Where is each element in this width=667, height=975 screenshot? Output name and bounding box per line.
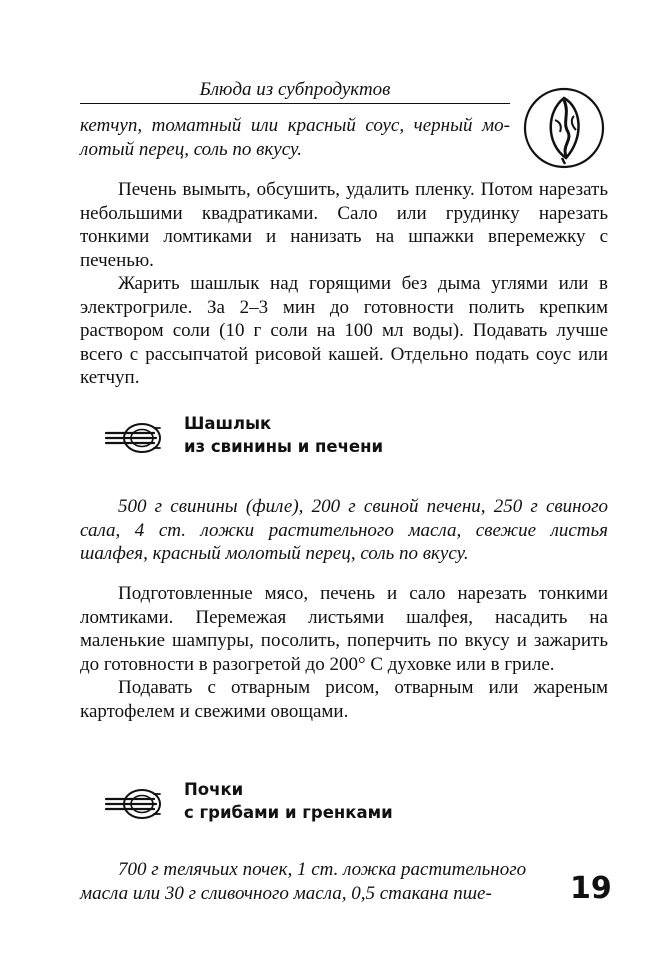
running-header: Блюда из субпродуктов [199,79,391,100]
ingredients-line: 700 г телячьих почек, 1 ст. ложка растительного [118,859,527,880]
recipe-title-line: Почки [184,780,244,799]
ingredients-line: масла или 30 г сливочного масла, 0,5 стакана пше- [80,882,492,904]
recipe-ingredients [80,858,550,905]
recipe-title [184,412,383,458]
paragraph: Подготовленные мясо, печень и сало нарезать тонкими ломтиками. Перемежая листьями шалфея, насадить на маленькие шампуры, посолить, поперчить по вкусу и зажарить до готовности в разогретой до 200° С духовке или в гриле. [80,583,608,675]
recipe-title-line: из свинины и печени [184,437,384,456]
recipe-ingredients [80,495,608,566]
plate-cutlery-icon [104,786,164,822]
recipe-title-line: Шашлык [184,414,272,433]
intro-body [80,178,608,390]
plate-cutlery-icon [104,420,164,456]
recipe-title-line: с грибами и гренками [184,803,393,822]
page-number: 19 [570,871,612,906]
ingredients-paragraph: 500 г свинины (филе), 200 г свиной печени, 250 г свиного сала, 4 ст. ложки растительного масла, свежие листья шалфея, красный молотый перец, соль по вкусу. [80,496,608,564]
paragraph: Жарить шашлык над горящими без дыма углями или в электрогриле. За 2–3 мин до готовности полить крепким раствором соли (10 г соли на 100 мл воды). Подавать лучше всего с рассыпчатой рисовой кашей. Отдельно подать соус или кетчуп. [80,273,608,388]
paragraph: Подавать с отварным рисом, отварным или жареным картофелем и свежими овощами. [80,677,608,722]
recipe-body [80,582,608,723]
intro-ingredients-line: кетчуп, томатный или красный соус, черный мо- [80,115,510,136]
paragraph: Печень вымыть, обсушить, удалить пленку. Потом нарезать небольшими квадратиками. Сало или грудинку нарезать тонкими ломтиками и нанизать на шпажки вперемежку с печенью. [80,179,608,271]
recipe-title [184,778,393,824]
leaf-emblem-icon [522,86,606,170]
intro-ingredients [80,114,510,161]
header-rule [80,103,510,104]
intro-ingredients-line: лотый перец, соль по вкусу. [80,138,302,160]
